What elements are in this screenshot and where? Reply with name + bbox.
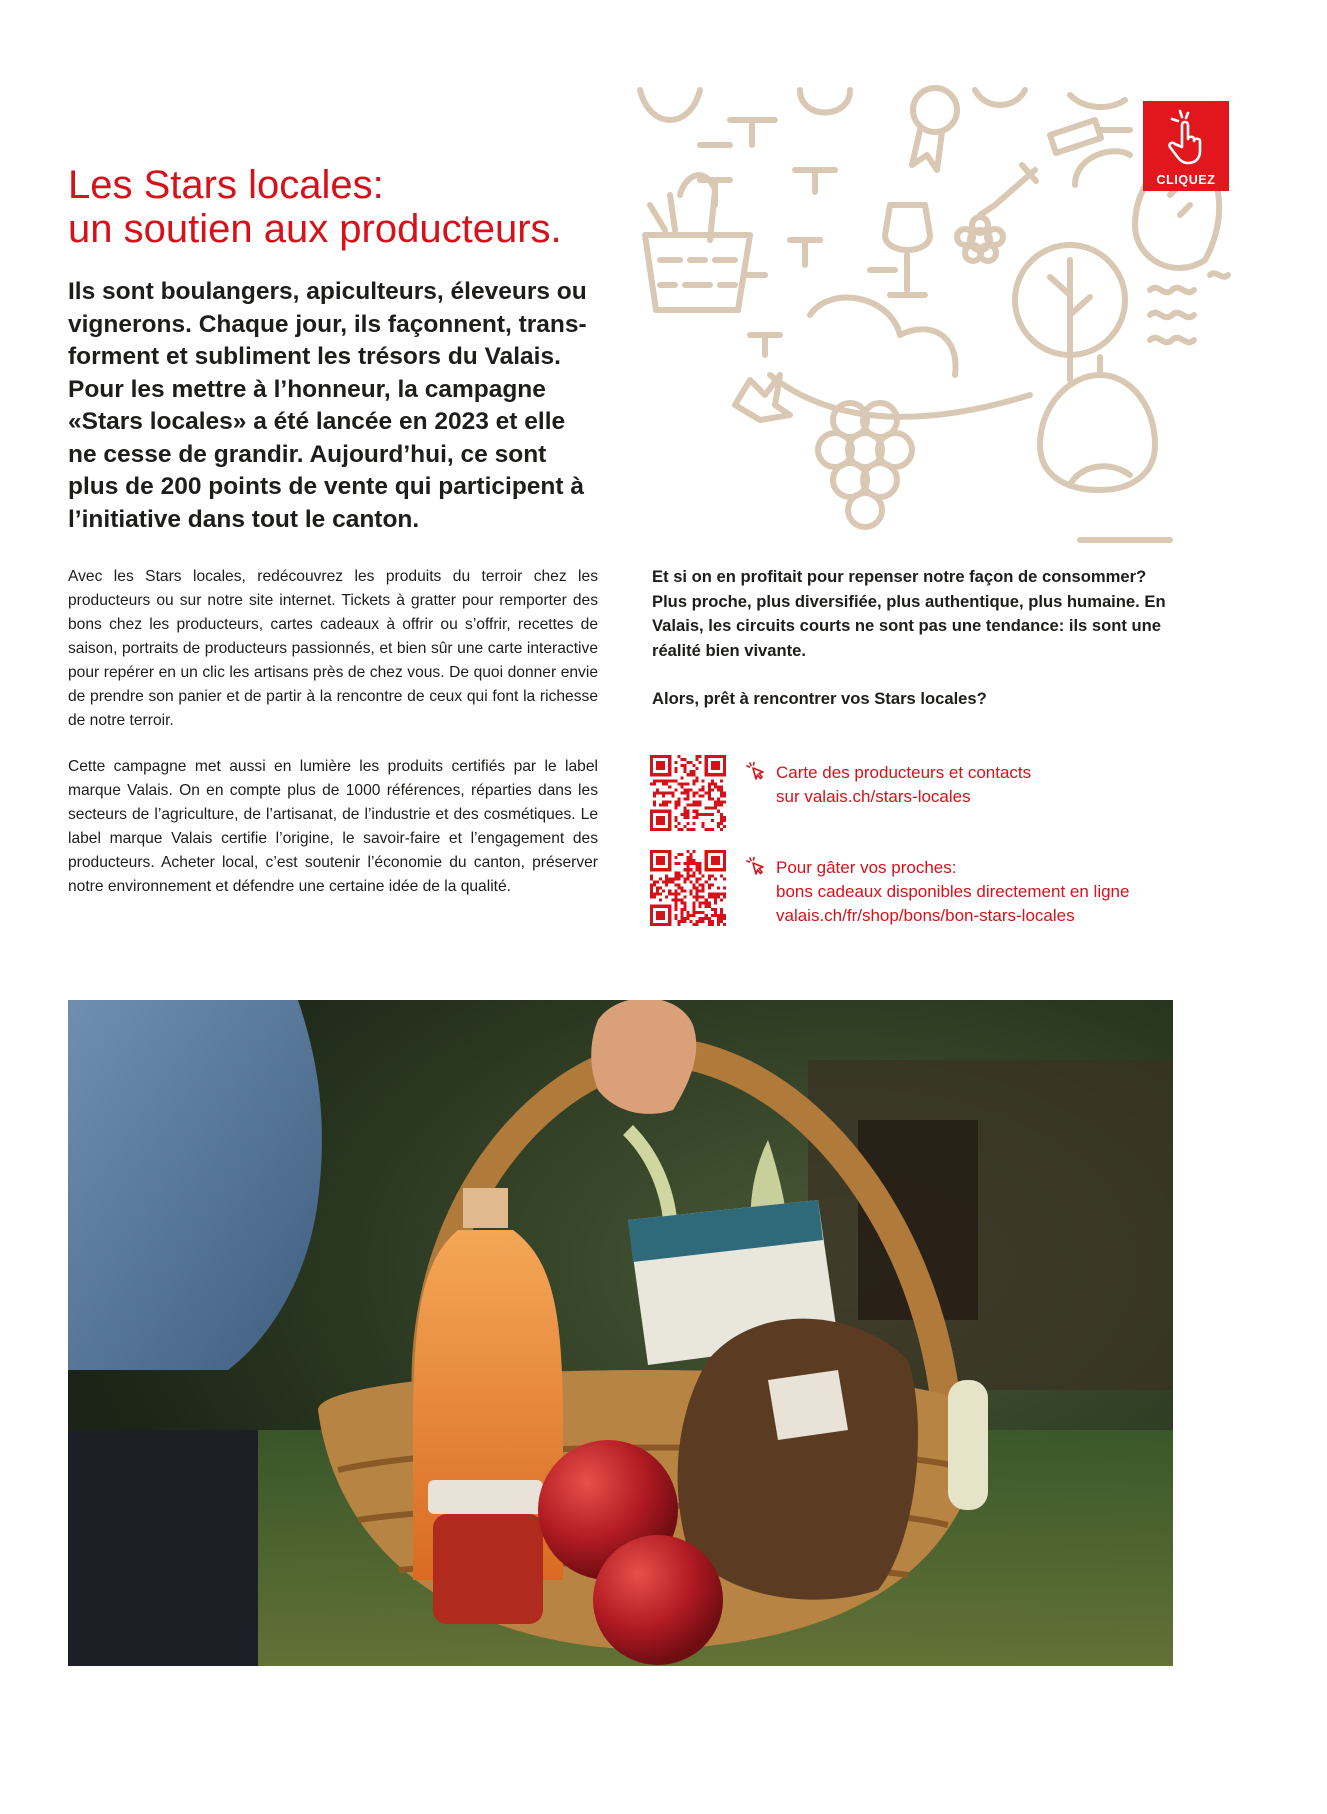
link-line: Carte des producteurs et contacts	[776, 763, 1032, 782]
link-gift-vouchers[interactable]	[650, 850, 1210, 930]
cliquez-badge[interactable]	[1143, 101, 1229, 191]
link-line: bons cadeaux disponibles directement en ligne	[776, 882, 1130, 901]
link-text[interactable]	[776, 856, 1216, 928]
cliquez-label: CLIQUEZ	[1156, 173, 1216, 187]
body-paragraph: Et si on en profitait pour repenser notre façon de consommer? Plus proche, plus diversifiée, plus authentique, plus humaine. En Valais, les circuits courts ne sont pas une tendance: ils sont une réalité bien vivante.	[652, 567, 1166, 660]
link-producers-map[interactable]	[650, 755, 1210, 835]
body-left-column	[68, 565, 598, 921]
qr-code-icon[interactable]	[650, 850, 726, 926]
body-paragraph: Alors, prêt à rencontrer vos Stars locales?	[652, 689, 987, 708]
qr-code-icon[interactable]	[650, 755, 726, 831]
basket-photo-illustration	[68, 1000, 1173, 1666]
title-line-2: un soutien aux producteurs.	[68, 207, 562, 251]
link-url[interactable]: sur valais.ch/stars-locales	[776, 787, 971, 806]
link-url[interactable]: valais.ch/fr/shop/bons/bon-stars-locales	[776, 906, 1075, 925]
basket-photo	[68, 1000, 1173, 1666]
body-right-column	[652, 565, 1182, 736]
title-line-1: Les Stars locales:	[68, 163, 384, 207]
body-paragraph: Avec les Stars locales, redécouvrez les produits du terroir chez les producteurs ou sur notre site internet. Tickets à gratter pour remporter des bons chez les producteurs, cartes cadeaux à offrir ou s’offrir, recettes de saison, portraits de producteurs passionnés, et bien sûr une carte interactive pour repérer en un clic les artisans près de chez vous. De quoi donner envie de prendre son panier et de partir à la rencontre de ceux qui font la richesse de notre terroir.	[68, 568, 598, 729]
cursor-click-icon	[746, 856, 766, 876]
link-line: Pour gâter vos proches:	[776, 858, 957, 877]
hand-pointer-icon	[1168, 107, 1204, 165]
cursor-click-icon	[746, 761, 766, 781]
lead-paragraph: Ils sont boulangers, apiculteurs, éleveurs ou vignerons. Chaque jour, ils façonnent, transforment et subliment les trésors du Valais. Pour les mettre à l’honneur, la campagne «Stars locales» a été lancée en 2023 et elle ne cesse de grandir. Aujourd’hui, ce sont plus de 200 points de vente qui participent à l’initiative dans tout le canton.	[68, 278, 587, 533]
article-title	[68, 163, 628, 251]
link-text[interactable]	[776, 761, 1216, 809]
body-paragraph: Cette campagne met aussi en lumière les produits certifiés par le label marque Valais. On en compte plus de 1000 références, réparties dans les secteurs de l’agriculture, de l’artisanat, de l’industrie et des cosmétiques. Le label marque Valais certifie l’origine, le savoir-faire et l’engagement des producteurs. Acheter local, c’est soutenir l’économie du canton, préserver notre environnement et défendre une certaine idée de la qualité.	[68, 758, 598, 895]
